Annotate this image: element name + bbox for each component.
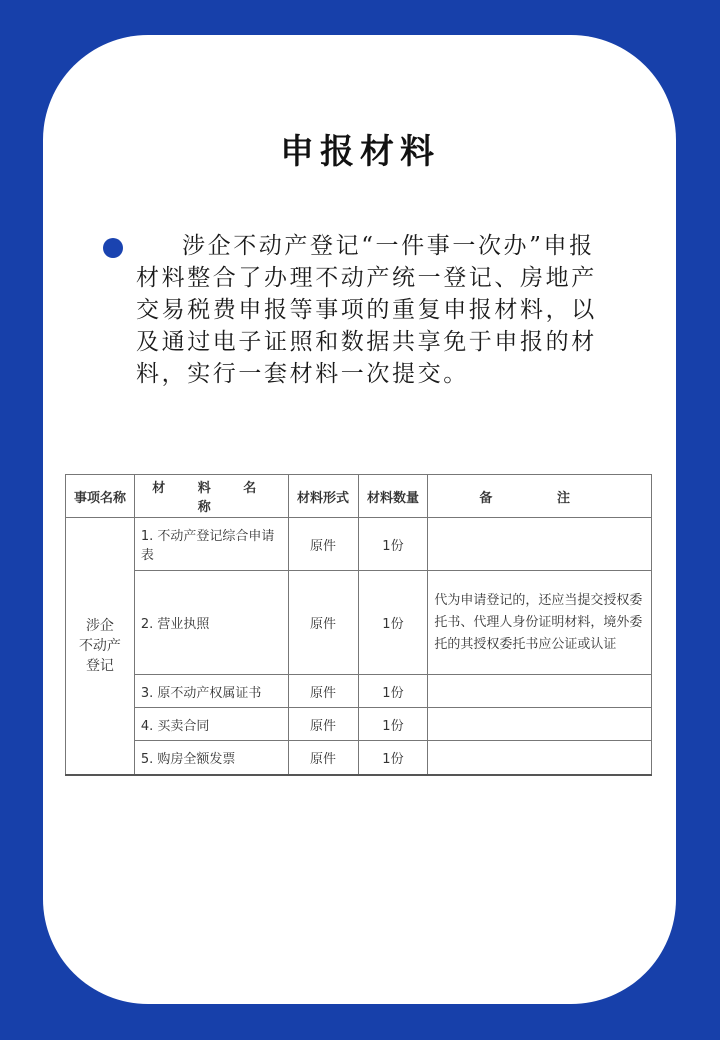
quantity-cell: 1份: [358, 571, 428, 675]
table-row: [66, 675, 652, 708]
table-row: [66, 571, 652, 675]
form-cell: 原件: [288, 741, 358, 775]
materials-table: [65, 474, 652, 776]
form-cell: 原件: [288, 675, 358, 708]
remark-cell: [428, 708, 652, 741]
form-cell: 原件: [288, 571, 358, 675]
page-title: 申报材料: [280, 132, 440, 172]
form-cell: 原件: [288, 708, 358, 741]
remark-cell: 代为申请登记的，还应当提交授权委托书、代理人身份证明材料，境外委托的其授权委托书应公证或认证: [428, 571, 652, 675]
quantity-cell: 1份: [358, 741, 428, 775]
item-name-cell: 涉企 不动产 登记: [66, 518, 135, 775]
material-cell: 3. 原不动产权属证书: [134, 675, 288, 708]
table-row: [66, 518, 652, 571]
remark-cell: [428, 741, 652, 775]
material-cell: 5. 购房全额发票: [134, 741, 288, 775]
header-material-quantity: 材料数量: [358, 475, 428, 518]
table-row: [66, 741, 652, 775]
header-material-name: 材 料 名 称: [134, 475, 288, 518]
material-cell: 1. 不动产登记综合申请表: [134, 518, 288, 571]
material-cell: 2. 营业执照: [134, 571, 288, 675]
header-material-form: 材料形式: [288, 475, 358, 518]
quantity-cell: 1份: [358, 675, 428, 708]
quantity-cell: 1份: [358, 518, 428, 571]
table-row: [66, 708, 652, 741]
table-header-row: [66, 475, 652, 518]
form-cell: 原件: [288, 518, 358, 571]
header-remark: 备 注: [428, 475, 652, 518]
remark-cell: [428, 518, 652, 571]
bullet-dot-icon: [103, 238, 123, 258]
header-item-name: 事项名称: [66, 475, 135, 518]
quantity-cell: 1份: [358, 708, 428, 741]
remark-cell: [428, 675, 652, 708]
description-paragraph: 涉企不动产登记“一件事一次办”申报材料整合了办理不动产统一登记、房地产交易税费申报等事项的重复申报材料，以及通过电子证照和数据共享免于申报的材料，实行一套材料一次提交。: [136, 233, 597, 387]
material-cell: 4. 买卖合同: [134, 708, 288, 741]
